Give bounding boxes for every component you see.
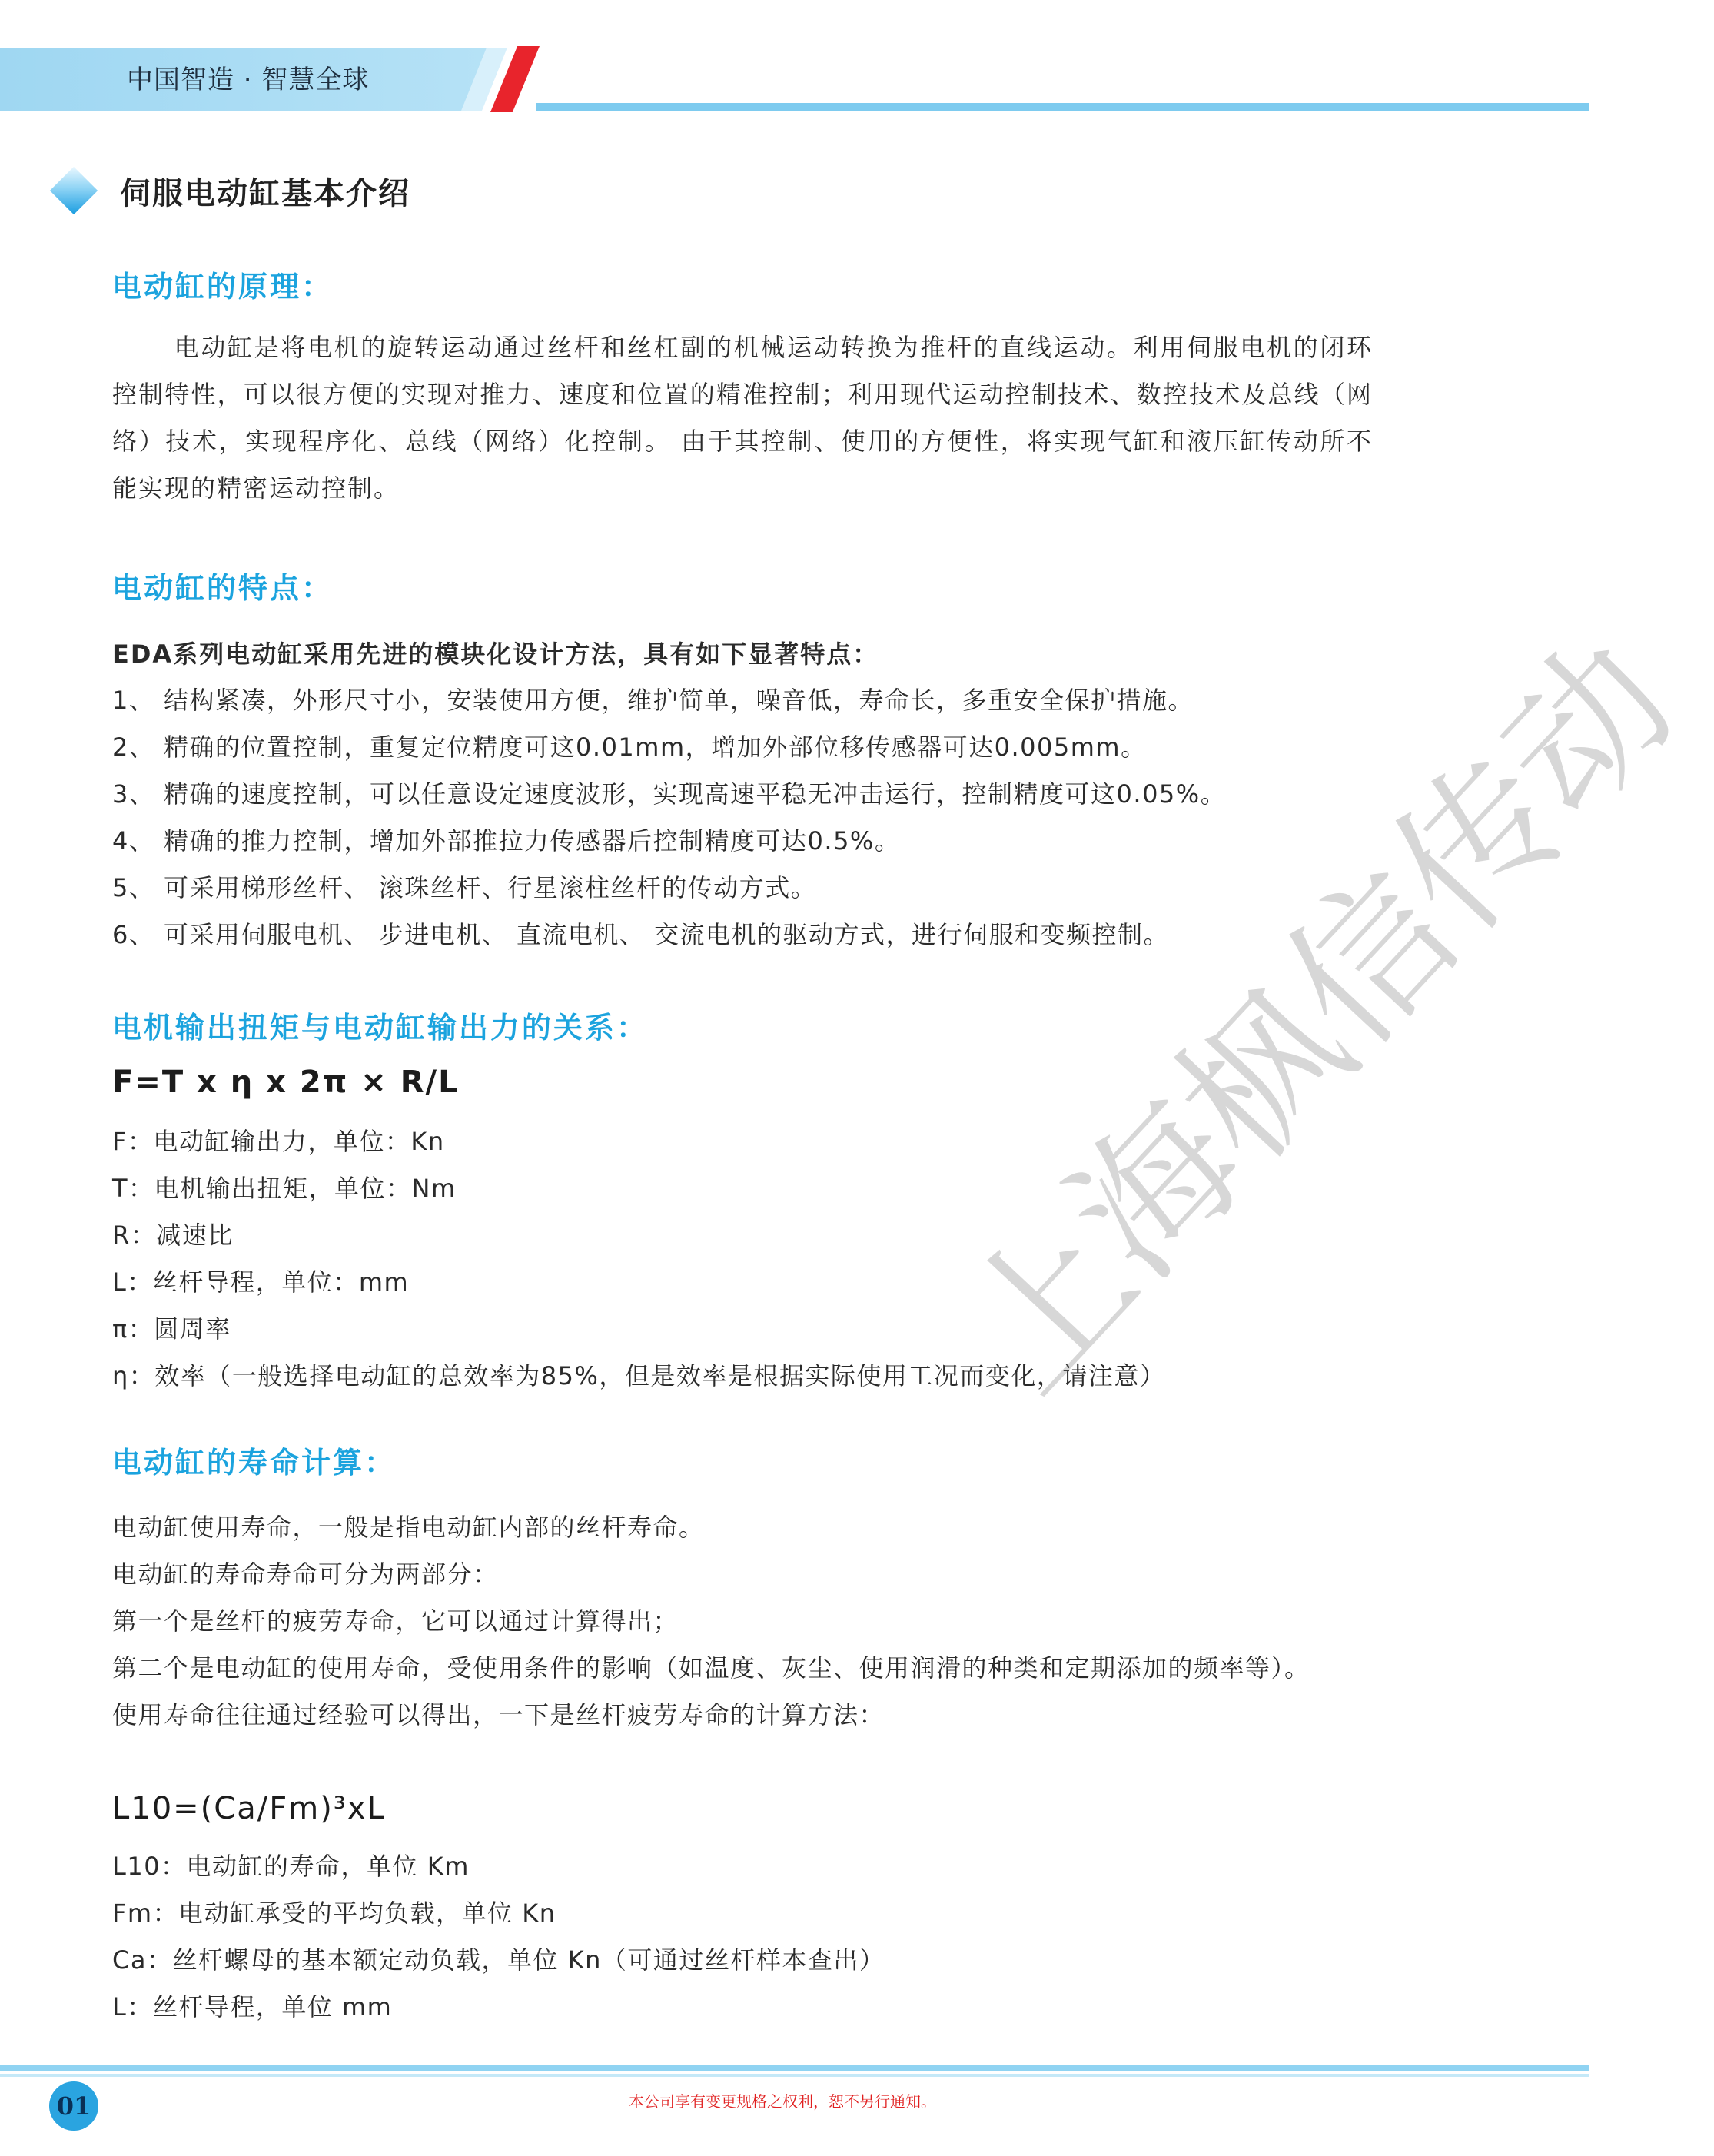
life-heading: 电动缸的寿命计算： [112, 1446, 397, 1480]
feature-item: 3、 精确的速度控制，可以任意设定速度波形，实现高速平稳无冲击运行，控制精度可这0.05%。 [112, 779, 1227, 809]
principle-heading: 电动缸的原理： [112, 270, 334, 304]
features-intro: EDA系列电动缸采用先进的模块化设计方法，具有如下显著特点： [112, 639, 879, 669]
footer-rule-thin [0, 2074, 1589, 2077]
footer-rule [0, 2065, 1589, 2071]
life-text-line: 使用寿命往往通过经验可以得出，一下是丝杆疲劳寿命的计算方法： [112, 1700, 885, 1729]
header-rule [536, 103, 1589, 111]
feature-item: 5、 可采用梯形丝杆、 滚珠丝杆、行星滚柱丝杆的传动方式。 [112, 873, 817, 902]
life-text-line: 电动缸使用寿命，一般是指电动缸内部的丝杆寿命。 [112, 1513, 705, 1542]
formula-variable: F：电动缸输出力，单位：Kn [112, 1127, 445, 1156]
section-title: 伺服电动缸基本介绍 [120, 176, 410, 211]
footer-disclaimer: 本公司享有变更规格之权利，恕不另行通知。 [629, 2092, 936, 2111]
principle-text: 电动缸是将电机的旋转运动通过丝杆和丝杠副的机械运动转换为推杆的直线运动。利用伺服电机的闭环控制特性，可以很方便的实现对推力、速度和位置的精准控制；利用现代运动控制技术、数控技术及总线（网络）技术，实现程序化、总线（网络）化控制。 由于其控制、使用的方便性，将实现气缸和液压缸传动所不能实现的精密运动控制。 [112, 333, 1373, 503]
company-watermark: 上海枫信传动 [929, 609, 1709, 1426]
feature-item: 4、 精确的推力控制，增加外部推拉力传感器后控制精度可达0.5%。 [112, 826, 901, 855]
header-slogan: 中国智造 · 智慧全球 [127, 65, 370, 95]
features-heading: 电动缸的特点： [112, 571, 334, 605]
formula-variable: T：电机输出扭矩，单位：Nm [112, 1174, 457, 1203]
formula-variable: η：效率（一般选择电动缸的总效率为85%，但是效率是根据实际使用工况而变化，请注意） [112, 1361, 1166, 1390]
feature-item: 6、 可采用伺服电机、 步进电机、 直流电机、 交流电机的驱动方式，进行伺服和变频控制。 [112, 920, 1170, 949]
life-formula-variable: L：丝杆导程，单位 mm [112, 1992, 393, 2021]
feature-item: 2、 精确的位置控制，重复定位精度可这0.01mm，增加外部位移传感器可达0.005mm。 [112, 733, 1147, 762]
relation-heading: 电机输出扭矩与电动缸输出力的关系： [112, 1011, 649, 1045]
formula-variable: π：圆周率 [112, 1314, 231, 1344]
life-text-line: 电动缸的寿命寿命可分为两部分： [112, 1560, 499, 1589]
life-formula-variable: L10：电动缸的寿命，单位 Km [112, 1852, 470, 1881]
life-formula-variable: Fm：电动缸承受的平均负载，单位 Kn [112, 1899, 556, 1928]
page-number: 01 [49, 2081, 98, 2131]
formula-variable: L：丝杆导程，单位：mm [112, 1267, 410, 1297]
feature-item: 1、 结构紧凑，外形尺寸小，安装使用方便，维护简单，噪音低，寿命长，多重安全保护措施。 [112, 686, 1194, 715]
principle-paragraph [112, 324, 1373, 512]
life-text-line: 第二个是电动缸的使用寿命，受使用条件的影响（如温度、灰尘、使用润滑的种类和定期添加的频率等）。 [112, 1653, 1310, 1683]
life-formula: L10=(Ca/Fm)³xL [112, 1791, 386, 1826]
life-formula-variable: Ca：丝杆螺母的基本额定动负载，单位 Kn（可通过丝杆样本查出） [112, 1945, 885, 1975]
diamond-bullet-icon [50, 167, 98, 214]
force-formula: F=T x η x 2π × R/L [112, 1065, 460, 1100]
life-text-line: 第一个是丝杆的疲劳寿命，它可以通过计算得出； [112, 1606, 679, 1636]
formula-variable: R：减速比 [112, 1221, 234, 1250]
